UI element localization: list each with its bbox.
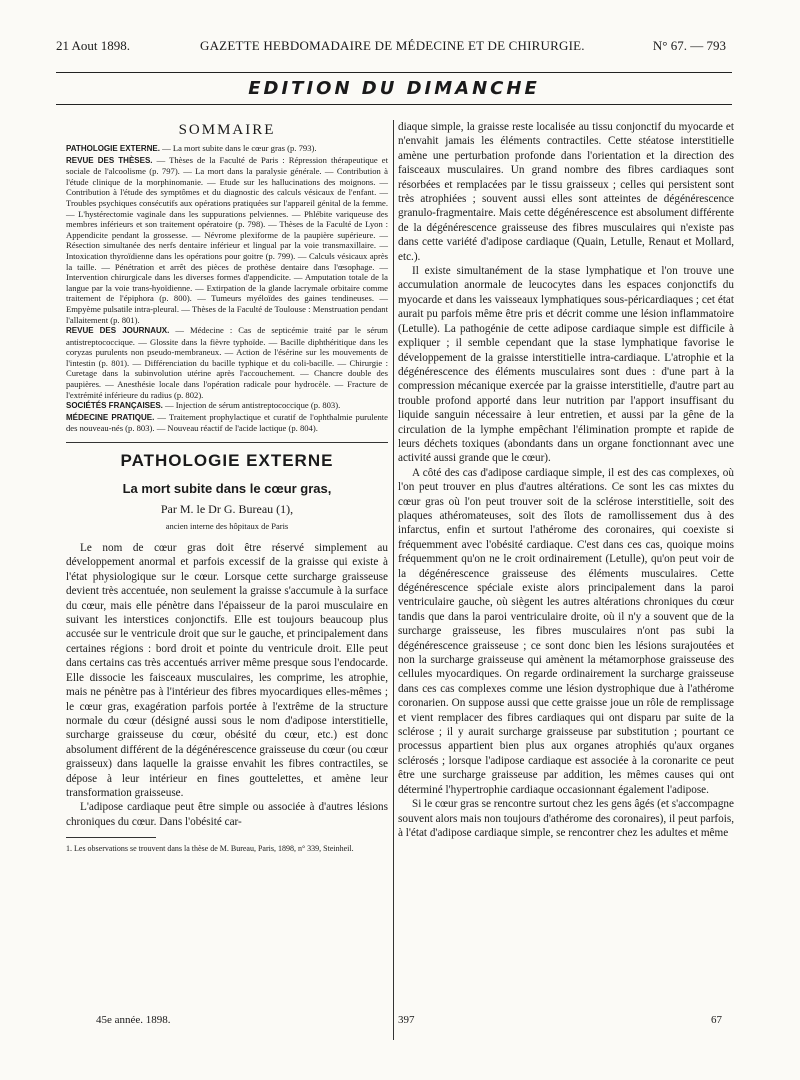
sommaire-text: — Traitement prophylactique et curatif de l'ophthalmie purulente des nouveau-nés (p. 803). — Nouveau réactif de l'acide lactique (p. 804). (66, 411, 388, 434)
section-heading: PATHOLOGIE EXTERNE (120, 451, 334, 471)
paragraph: Il existe simultanément de la stase lymphatique et l'on trouve une accumulation anormale de leucocytes dans les espaces conjonctifs du myocarde et dans les vaisseaux lymphatiques sous-péricardiaques ; cet état aurait pu parfois même être pris et décrit comme une lésion inflammatoire (Letulle). La pathogénie de cette adipose cardiaque simple est difficile à expliquer ; il semble cependant que la stase lymphatique favorise le développement de la graisse interstitielle intra-cardiaque. L'atrophie et la dégénérescence des éléments musculaires sont dues : d'une part à la compression mécanique exercée par la graisse interstitielle, d'autre part au trouble profond apporté dans leur nutrition par l'apport insuffisant du liquide sanguin nécessaire à leur entretien, et aussi par la gêne de la circulation de la lymphe empêchant l'élimination prompte et rapide de leurs déchets toxiques (abondants dans un organe fonctionnant avec une activité aussi grande que le cœur). (398, 265, 734, 465)
volume-year: 45e année. 1898. (96, 1014, 171, 1026)
sommaire-section: REVUE DES THÈSES. (66, 155, 153, 165)
paragraph: diaque simple, la graisse reste localisée au tissu conjonctif du myocarde et n'envahit jamais les éléments contractiles. Cette stéatose interstitielle amène une perturbation profonde dans l'orientation et la direction des faisceaux musculaires. Un grand nombre des fibres cardiaques sont résorbées et remplacées par le tissu graisseux ; celles qui persistent sont très atrophiées ; souvent aussi elles sont atteintes de dégénérescence granulo-fragmentaire. Mais cette dégénérescence est absolument différente de la dégénérescence graisseuse des fibres musculaires qui n'existe pas dans cette variété d'adipose cardiaque (Quain, Letulle, Renaut et Mollard, etc.). (398, 121, 734, 263)
article-body-left (66, 541, 388, 829)
edition-title: EDITION DU DIMANCHE (248, 78, 540, 99)
sommaire-entry (66, 412, 388, 434)
paragraph: A côté des cas d'adipose cardiaque simple, il est des cas complexes, où l'on peut trouver en plus d'autres altérations. Ce sont les cas mixtes du cœur gras où l'on peut trouver soit de la sclérose interstitielle, soit des plaques athéromateuses, soit des îlots de ramollissement dus à des infarctus, enfin et surtout l'athérome des coronaires, qui coexiste si fréquemment avec l'obésité cardiaque. C'est dans ces cas, quoique moins fréquemment qu'on ne le croit ordinairement (Letulle), qu'on peut voir de la dégénérescence graisseuse des éléments musculaires. Cette dégénérescence spéciale existe alors principalement dans la paroi ventriculaire gauche, où siègent les autres altérations chroniques du cœur tandis que dans la paroi ventriculaire droite, où il n'y a souvent que de la surcharge graisseuse, les fibres musculaires n'ont pas subi la dégénérescence graisseuse ; ce sont donc bien les lésions surajoutées et non la surcharge graisseuse qui amènent la métamorphose graisseuse des cellules myocardiques. On regarde ordinairement la surcharge graisseuse dans ces cas complexes comme une lésion dystrophique due à l'athérome coronarien. On suppose aussi que cette graisse joue un rôle de remplissage et vient remplacer des fibres cardiaques qui ont disparu par suite de la sclérose ; il y aurait surcharge graisseuse par substitution ; pourtant ce processus appartient bien plus aux organes atrophiés qu'aux organes sclérosés ; lorsque l'adipose cardiaque est associée à la coronarite ce peut être une surcharge graisseuse par addition, les mêmes causes qui ont déterminé l'hypertrophie cardiaque occasionnant également l'adipose. (398, 466, 734, 796)
article-title: La mort subite dans le cœur gras, (122, 481, 332, 497)
sommaire-section: REVUE DES JOURNAUX. (66, 326, 170, 336)
article-body-right (398, 120, 734, 840)
sommaire-entry (66, 325, 388, 400)
sommaire-section: SOCIÉTÉS FRANÇAISES. (66, 401, 163, 411)
journal-title: GAZETTE HEBDOMADAIRE DE MÉDECINE ET DE CHIRURGIE. (200, 38, 585, 53)
sommaire-title: SOMMAIRE (178, 122, 276, 138)
paragraph: Si le cœur gras se rencontre surtout chez les gens âgés (et s'accompagne souvent alors mais non toujours d'athérome des coronaires), il peut parfois, à l'état d'adipose cardiaque simple, se rencontrer chez les adultes et même (398, 798, 734, 839)
author-affiliation: ancien interne des hôpitaux de Paris (165, 521, 289, 532)
right-column (398, 120, 734, 840)
column-divider (393, 120, 394, 1040)
sommaire-entry (66, 143, 388, 155)
sommaire-entry (66, 155, 388, 326)
sommaire-text: — Médecine : Cas de septicémie traité par le sérum antistreptococcique. — Glossite dans la fièvre typhoïde. — Bacille diphthéritique dans les coryzas purulents non pseudo-membraneux. — Action de l'ésérine sur les mouvements de l'intestin (p. 801). — Différenciation du bacille typhique et du coli-bacille. — Chirurgie : Curetage dans la subinvolution utérine après l'accouchement. — Chancre double des paupières. — Anesthésie locale dans l'opération radicale pour hydrocèle. — Fracture de l'extrémité inférieure du radius (p. 802). (66, 325, 388, 400)
running-header (56, 38, 726, 60)
left-column (66, 120, 388, 854)
sommaire-text: — Injection de sérum antistreptococcique (p. 803). (162, 400, 341, 411)
sommaire-entry (66, 400, 388, 412)
sommaire-section: MÉDECINE PRATIQUE. (66, 412, 155, 422)
issue-date: 21 Aout 1898. (56, 38, 131, 53)
issue-page-number: N° 67. — 793 (652, 38, 726, 53)
paragraph: L'adipose cardiaque peut être simple ou associée à d'autres lésions chroniques du cœur. Dans l'obésité car- (66, 801, 388, 828)
footnote-rule (66, 837, 156, 838)
issue-number: 67 (711, 1014, 722, 1026)
page-number: 397 (398, 1014, 415, 1026)
footnote: 1. Les observations se trouvent dans la thèse de M. Bureau, Paris, 1898, n° 339, Steinheil. (66, 844, 354, 854)
paragraph: Le nom de cœur gras doit être réservé simplement au développement anormal et parfois excessif de la graisse qui existe à l'état physiologique sur le cœur. Lorsque cette surcharge graisseuse devient très accentuée, non seulement la graisse s'accumule à la surface du cœur, mais elle pénètre dans l'épaisseur de la paroi musculaire en suivant les interstices conjonctifs. Elle est toujours beaucoup plus accusée sur le ventricule droit que sur le gauche, et principalement dans certaines régions : bord droit et pointe du ventricule droit. Elle peut dans certains cas très accentués arriver même presque sous l'endocarde. Elle dissocie les faisceaux musculaires, les comprime, les atrophie, mais ne pénètre pas à l'intérieur des fibres myocardiques elles-mêmes ; le cœur gras, exagération parfois portée à l'extrême de la structure normale du cœur (désigné aussi sous le nom d'adipose interstitielle, surcharge graisseuse du cœur, obésité du cœur, etc.) est donc absolument différent de la dégénérescence graisseuse du cœur (ou cœur graisseux) dans laquelle la graisse envahit les fibres contractiles, se dépose à leur intérieur en fines gouttelettes, et amène leur transformation graisseuse. (66, 542, 388, 799)
edition-banner (56, 72, 732, 106)
sommaire (66, 122, 388, 434)
sommaire-text: — La mort subite dans le cœur gras (p. 793). (159, 143, 317, 153)
edition-rule-top (56, 72, 732, 73)
article-author: Par M. le Dr G. Bureau (1), (160, 502, 294, 517)
page-footer (56, 1014, 732, 1034)
edition-rule-bottom (56, 104, 732, 105)
sommaire-section: PATHOLOGIE EXTERNE. (66, 144, 160, 153)
sommaire-text: — Thèses de la Faculté de Paris : Répression thérapeutique et sociale de l'alcoolisme (p. 797). — La mort dans la paralysie générale. — Contribution à l'étude clinique de la morphinomanie. — Etude sur les hallucinations des moignons. — Contribution à l'étude des symptômes et du diagnostic des calculs vésicaux de l'enfant. — Troubles psychiques consécutifs aux opérations pratiquées sur l'appareil génital de la femme. — L'hystérectomie vaginale dans les suppurations pelviennes. — Phlébite variqueuse des membres inférieurs et son traitement opératoire (p. 798). — Thèses de la Faculté de Lyon : Appendicite pendant la grossesse. — Névrome plexiforme de la paupière supérieure. — Résection simultanée des nerfs dentaire inférieur et lingual par la voie transmaxillaire. — Intoxication thyroïdienne dans les opérations pour goitre (p. 799). — Calculs vésicaux après la taille. — Pénétration et arrêt des pièces de prothèse dentaire dans l'œsophage. — Intervention chirurgicale dans les diverses formes d'appendicite. — Amputation totale de la langue par la voie trans-hyoïdienne. — Extirpation de la glande lacrymale orbitaire comme traitement de l'épiphora (p. 800). — Tumeurs myéloïdes des gaines tendineuses. — Empyème pulsatile intra-pleural. — Thèses de la Faculté de Toulouse : Menstruation pendant l'allaitement (p. 801). (66, 154, 389, 325)
section-divider (66, 442, 388, 443)
